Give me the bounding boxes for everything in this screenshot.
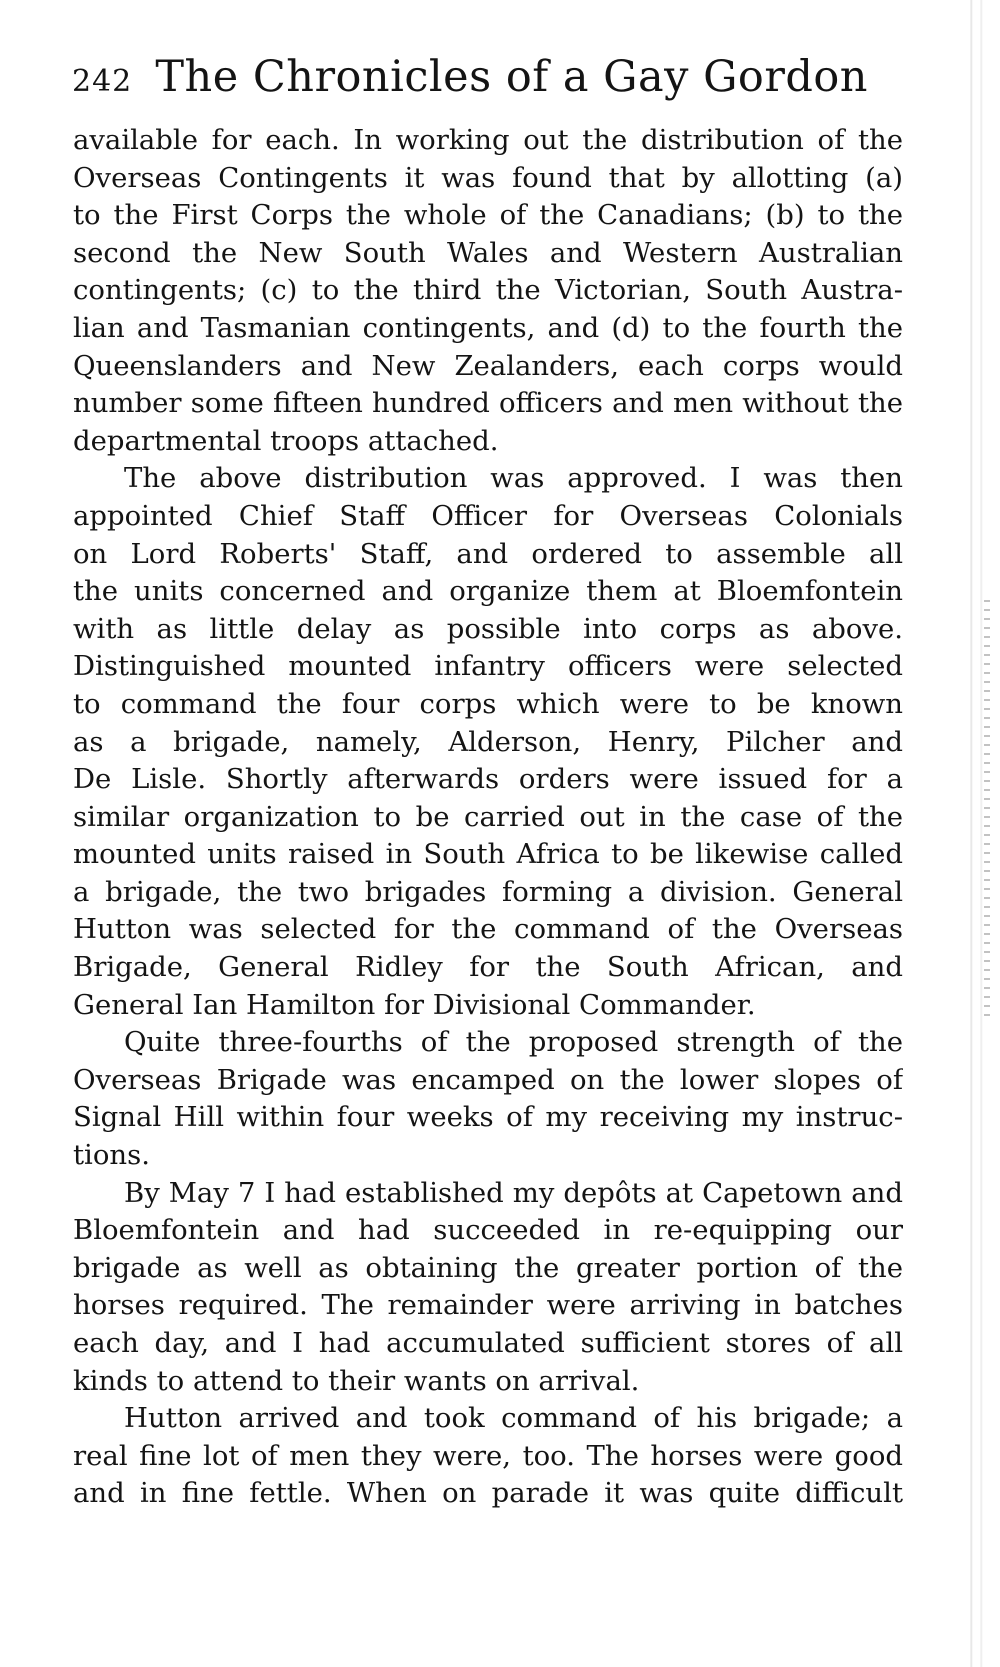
running-title: The Chronicles of a Gay Gordon: [155, 52, 868, 102]
text-line: to the First Corps the whole of the Canadians; (b) to the: [73, 199, 903, 232]
text-line: De Lisle. Shortly afterwards orders were issued for a: [73, 763, 903, 796]
text-line: each day, and I had accumulated sufficient stores of all: [73, 1327, 903, 1359]
paragraph: [73, 1175, 903, 1401]
text-line: second the New South Wales and Western Australian: [73, 236, 903, 269]
text-line: brigade as well as obtaining the greater portion of the: [73, 1251, 903, 1284]
text-line: Hutton arrived and took command of his brigade; a: [124, 1402, 903, 1435]
text-line: mounted units raised in South Africa to be likewise called: [73, 838, 903, 871]
text-line: Distinguished mounted infantry officers were selected: [73, 650, 903, 683]
text-line: a brigade, the two brigades forming a division. General: [73, 875, 903, 908]
text-line: By May 7 I had established my depôts at Capetown and: [124, 1176, 903, 1209]
text-line: on Lord Roberts' Staff, and ordered to assemble all: [73, 537, 903, 570]
text-line: The above distribution was approved. I was then: [124, 462, 903, 495]
text-line: Brigade, General Ridley for the South African, and: [73, 951, 903, 984]
text-line: Queenslanders and New Zealanders, each corps would: [73, 349, 903, 382]
text-line: similar organization to be carried out in the case of the: [73, 800, 903, 833]
text-line: tions.: [73, 1139, 150, 1172]
text-line: Signal Hill within four weeks of my receiving my instruc-: [73, 1101, 903, 1134]
text-line: available for each. In working out the distribution of the: [73, 124, 903, 156]
text-line: General Ian Hamilton for Divisional Commander.: [73, 988, 756, 1021]
text-line: contingents; (c) to the third the Victorian, South Austra-: [73, 274, 903, 307]
running-head: [72, 52, 912, 112]
body-text: [73, 122, 903, 1513]
text-line: kinds to attend to their wants on arrival.: [73, 1364, 640, 1397]
text-line: appointed Chief Staff Officer for Overseas Colonials: [73, 499, 903, 532]
text-line: Quite three-fourths of the proposed strength of the: [124, 1026, 903, 1059]
paragraph: [73, 1024, 903, 1174]
text-line: lian and Tasmanian contingents, and (d) to the fourth the: [73, 311, 903, 344]
paragraph: [73, 122, 903, 460]
text-line: and in fine fettle. When on parade it was quite difficult: [73, 1477, 903, 1510]
text-line: real fine lot of men they were, too. The horses were good: [73, 1439, 903, 1472]
text-line: with as little delay as possible into corps as above.: [73, 612, 903, 645]
paragraph: [73, 1400, 903, 1513]
text-line: Hutton was selected for the command of the Overseas: [73, 913, 903, 946]
text-line: as a brigade, namely, Alderson, Henry, Pilcher and: [73, 725, 903, 758]
text-line: the units concerned and organize them at Bloemfontein: [73, 575, 903, 608]
paragraph: [73, 460, 903, 1024]
text-line: Overseas Brigade was encamped on the lower slopes of: [73, 1063, 903, 1096]
text-line: to command the four corps which were to be known: [73, 687, 903, 720]
text-line: departmental troops attached.: [73, 424, 499, 457]
scan-edge: [958, 0, 1000, 1667]
text-line: number some fifteen hundred officers and men without the: [73, 387, 903, 420]
scan-marks: [984, 600, 990, 1020]
text-line: Bloemfontein and had succeeded in re-equipping our: [73, 1214, 903, 1247]
text-line: horses required. The remainder were arriving in batches: [73, 1289, 903, 1322]
page-number: 242: [72, 64, 133, 99]
text-line: Overseas Contingents it was found that by allotting (a): [73, 161, 903, 194]
